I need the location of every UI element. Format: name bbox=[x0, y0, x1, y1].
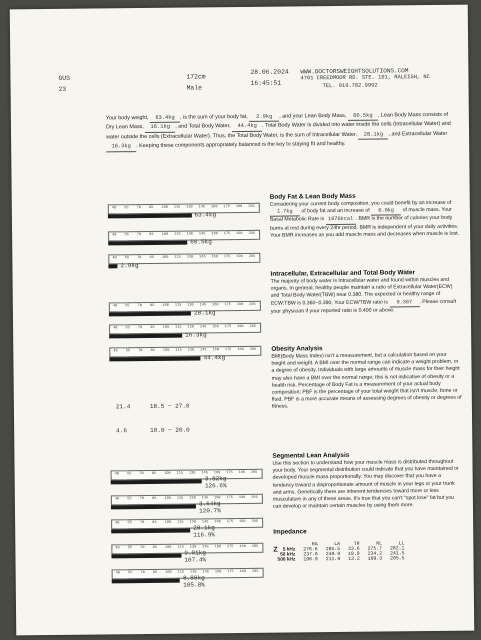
bar-fill bbox=[108, 264, 117, 268]
pbf-value: 4.6 bbox=[116, 427, 128, 435]
scale-tick: 40 bbox=[114, 472, 119, 477]
segmental-section bbox=[272, 451, 463, 511]
scale-tick: 130 bbox=[186, 232, 193, 237]
scale-tick: 130 bbox=[189, 520, 197, 525]
scale-tick: 55 bbox=[124, 206, 129, 211]
impedance-value: 276.6 bbox=[303, 547, 318, 553]
scale-tick: 40 bbox=[111, 206, 117, 211]
scale-tick: 175 bbox=[226, 471, 233, 476]
scale-tick: 100 bbox=[161, 255, 169, 260]
segment-percent: 120.7% bbox=[199, 507, 221, 515]
scale-tick: 130 bbox=[187, 348, 195, 353]
scale-tick: 55 bbox=[124, 256, 130, 261]
section-text: Use this section to understand how your muscle mass is distributed throughout your body. Your segmental distribution could indicate that you have maintained or developed muscle mass proportionally. You may discover that you have a tendency toward a disproportionate amount of muscle in your legs or your trunk and arms. Genetically there are inherent tendencies toward more or less musculature in any of these areas. It's true that you can't "spot lose" fat but you can develop or maintain certain muscles by using them more. bbox=[272, 458, 459, 510]
dlm-value: 16.1kg bbox=[145, 123, 175, 133]
scale-tick: 205 bbox=[250, 470, 258, 475]
scale-tick: 130 bbox=[189, 496, 196, 501]
scale-tick: 70 bbox=[140, 571, 145, 576]
segment-bar bbox=[111, 469, 263, 490]
scale-tick: 145 bbox=[200, 348, 207, 353]
bar-fill bbox=[109, 312, 191, 316]
scale-tick: 55 bbox=[128, 571, 133, 576]
impedance-value: 18.9 bbox=[348, 551, 360, 557]
scale-tick: 160 bbox=[212, 348, 220, 353]
segment-kg: 9.01kg bbox=[184, 549, 206, 557]
segment-percent: 105.8% bbox=[183, 581, 205, 589]
scale-tick: 130 bbox=[189, 545, 197, 550]
impedance-value: 241.5 bbox=[390, 551, 405, 557]
clinic-website: WWW.DOCTORSWEIGHTSOLUTIONS.COM bbox=[300, 67, 409, 76]
impedance-value: 285.5 bbox=[325, 546, 341, 553]
tbw-value: 44.4kg bbox=[232, 122, 262, 132]
scale-tick: 100 bbox=[162, 348, 170, 353]
scale-tick: 175 bbox=[226, 520, 234, 525]
pbf-range: 10.0 ~ 20.0 bbox=[150, 426, 190, 434]
scale-tick: 175 bbox=[224, 348, 232, 353]
scale-tick: 55 bbox=[124, 233, 129, 238]
scale-tick: 115 bbox=[177, 520, 184, 525]
scale-tick: 100 bbox=[161, 232, 169, 237]
composition-bar bbox=[108, 203, 260, 219]
fat-increase: 1.7kg bbox=[270, 209, 300, 218]
scale-tick: 190 bbox=[236, 231, 243, 237]
scale-tick: 100 bbox=[161, 205, 168, 210]
patient-height: 172cm bbox=[186, 73, 206, 81]
bar-fill bbox=[111, 554, 181, 558]
scale-tick: 175 bbox=[223, 255, 231, 260]
scale-tick: 55 bbox=[125, 304, 130, 309]
scale-tick: 190 bbox=[235, 204, 243, 210]
impedance-value: 282.1 bbox=[389, 546, 405, 552]
bar-fill bbox=[111, 504, 196, 508]
bar-fill bbox=[112, 579, 180, 583]
scale-tick: 205 bbox=[249, 324, 256, 329]
segment-bar bbox=[112, 568, 264, 589]
scale-tick: 85 bbox=[150, 303, 155, 308]
bar-value: 63.4kg bbox=[194, 211, 217, 219]
impedance-value: 23.6 bbox=[348, 546, 360, 552]
scale-tick: 190 bbox=[239, 569, 247, 575]
scale-tick: 190 bbox=[238, 470, 246, 476]
scale-tick: 100 bbox=[164, 520, 172, 525]
body-fat-section: Body Fat & Lean Body Mass Considering your current body composition, you could benefit by an increase of 1.7kg of body fat and an increase of 0.0kg of muscle mass. Your Basal Metabolic Rate is 1676kcal . BMR is the number of calories your body burns at rest during every 24hr period. BMR is independent of your daily activities. Your BMR increases as you add muscle mass and decreases when muscle is lost. bbox=[269, 192, 460, 239]
scale-tick: 70 bbox=[138, 349, 143, 354]
section-title: Obesity Analysis bbox=[271, 345, 323, 353]
bmr-value: 1676kcal bbox=[326, 216, 356, 225]
scale-tick: 175 bbox=[223, 205, 230, 210]
bar-value: 16.3kg bbox=[185, 331, 207, 339]
impedance-value: 196.9 bbox=[303, 557, 318, 563]
scale-tick: 145 bbox=[202, 570, 209, 575]
scale-tick: 190 bbox=[239, 519, 246, 525]
section-title: Body Fat & Lean Body Mass bbox=[269, 192, 356, 201]
ecw-value: 16.3kg bbox=[106, 142, 136, 152]
scale-tick: 40 bbox=[115, 571, 120, 576]
scale-tick: 145 bbox=[199, 255, 206, 260]
scale-tick: 100 bbox=[164, 545, 172, 550]
impedance-col-header: RA bbox=[311, 542, 318, 548]
scale-tick: 40 bbox=[115, 521, 120, 526]
scale-tick: 205 bbox=[252, 569, 259, 574]
scale-tick: 130 bbox=[186, 205, 193, 210]
impedance-value: 211.9 bbox=[325, 556, 341, 563]
scale-tick: 160 bbox=[214, 520, 221, 525]
scale-tick: 70 bbox=[136, 233, 142, 238]
scale-tick: 205 bbox=[248, 231, 255, 236]
scale-tick: 70 bbox=[139, 472, 144, 477]
impedance-value: 234.2 bbox=[367, 551, 383, 557]
scale-tick: 40 bbox=[113, 349, 118, 354]
scale-tick: 70 bbox=[136, 206, 141, 211]
impedance-value: 249.9 bbox=[325, 551, 341, 558]
scale-tick: 40 bbox=[112, 256, 117, 261]
scale-tick: 130 bbox=[187, 325, 194, 330]
scale-tick: 55 bbox=[127, 497, 132, 502]
scale-tick: 190 bbox=[237, 347, 244, 353]
scale-tick: 115 bbox=[176, 496, 184, 501]
scale-tick: 205 bbox=[249, 302, 256, 307]
scale-tick: 85 bbox=[152, 520, 157, 525]
scale-tick: 85 bbox=[152, 545, 157, 550]
scale-tick: 205 bbox=[251, 519, 259, 524]
section-title: Segmental Lean Analysis bbox=[272, 451, 350, 460]
scale-tick: 70 bbox=[137, 326, 143, 331]
scale-tick: 205 bbox=[248, 254, 256, 259]
scale-tick: 130 bbox=[190, 570, 197, 575]
scale-tick: 175 bbox=[226, 496, 233, 501]
scale-tick: 55 bbox=[126, 472, 132, 477]
scale-tick: 115 bbox=[174, 255, 181, 260]
scale-tick: 205 bbox=[251, 544, 259, 549]
ecw-tbw-ratio: 0.367 bbox=[389, 299, 419, 308]
scale-tick: 40 bbox=[112, 233, 117, 238]
impedance-value: 275.7 bbox=[367, 546, 383, 552]
scale-tick: 115 bbox=[176, 471, 184, 476]
scale-tick: 85 bbox=[150, 325, 155, 330]
segment-percent: 107.4% bbox=[184, 556, 207, 564]
scale-tick: 85 bbox=[149, 255, 154, 260]
scale-tick: 85 bbox=[152, 496, 157, 501]
scale-tick: 160 bbox=[211, 232, 218, 237]
impedance-frequency: 5 kHz bbox=[282, 547, 296, 553]
scale-tick: 160 bbox=[214, 545, 222, 550]
scale-tick: 190 bbox=[236, 302, 244, 308]
scale-tick: 100 bbox=[164, 471, 171, 476]
scale-tick: 160 bbox=[212, 303, 219, 308]
segment-percent: 116.9% bbox=[193, 531, 215, 539]
scale-tick: 70 bbox=[137, 304, 142, 309]
scale-tick: 145 bbox=[202, 545, 209, 550]
scale-tick: 115 bbox=[173, 205, 181, 210]
scale-tick: 175 bbox=[223, 232, 231, 237]
scale-tick: 115 bbox=[174, 232, 181, 237]
scale-tick: 85 bbox=[150, 348, 155, 353]
scale-tick: 70 bbox=[139, 497, 145, 502]
bar-fill bbox=[108, 214, 192, 218]
clinic-address: 4701 CREEDMOOR RD. STE. 101, RALEIGH, NC bbox=[300, 74, 430, 82]
impedance-value: 205.5 bbox=[390, 556, 405, 562]
scale-tick: 190 bbox=[237, 324, 244, 330]
scale-tick: 175 bbox=[226, 545, 234, 550]
scale-tick: 115 bbox=[177, 545, 184, 550]
scale-tick: 85 bbox=[151, 471, 157, 476]
impedance-frequency: 500 kHz bbox=[277, 557, 296, 563]
impedance-table bbox=[273, 541, 408, 562]
scale-tick: 40 bbox=[115, 546, 120, 551]
bar-fill bbox=[111, 479, 202, 483]
scale-tick: 160 bbox=[212, 325, 219, 330]
scale-tick: 205 bbox=[248, 204, 255, 209]
segment-bar bbox=[111, 543, 263, 564]
scale-tick: 70 bbox=[139, 521, 145, 526]
scale-tick: 145 bbox=[201, 520, 209, 525]
test-date: 28.06.2024 bbox=[250, 68, 289, 76]
body-water-section: Intracellular, Extracellular and Total Body Water The majority of body water is Intracellular water and found within muscles and organs. In general, healthy people maintain a ratio of Extracellular Water(ECW) and Total Body Water(TBW) near 0.380. The expected or healthy range of ECW:TBW is 0.360~0.390. Your ECW/TBW ratio is 0.367 . Please consult your physician if your reported ratio is 0.400 or above. bbox=[270, 269, 460, 316]
scale-tick: 190 bbox=[239, 544, 246, 550]
scale-tick: 160 bbox=[211, 255, 219, 260]
patient-gender: Male bbox=[186, 84, 202, 92]
scale-tick: 115 bbox=[177, 570, 185, 575]
bar-fill bbox=[109, 356, 200, 360]
scale-tick: 205 bbox=[251, 495, 258, 500]
scale-tick: 55 bbox=[125, 326, 130, 331]
scale-tick: 55 bbox=[127, 521, 132, 526]
segment-kg: 3.64kg bbox=[198, 500, 221, 508]
scale-tick: 205 bbox=[249, 347, 257, 352]
impedance-col-header: RL bbox=[376, 541, 382, 547]
scale-tick: 175 bbox=[224, 303, 231, 308]
bmi-value: 21.4 bbox=[115, 403, 131, 411]
bar-value: 60.5kg bbox=[190, 238, 212, 246]
segment-bar bbox=[111, 518, 263, 539]
impedance-z-label: Z bbox=[273, 546, 278, 554]
segment-kg: 8.88kg bbox=[183, 574, 205, 582]
scale-tick: 130 bbox=[186, 255, 194, 260]
scale-tick: 115 bbox=[175, 348, 182, 353]
section-text: BMI(Body Mass Index) isn't a measurement, but a calculation based on your height and weight. A BMI over the normal range can indicate a weight problem, or a degree of obesity. Individuals with large amounts of muscle mass for their height may also have a BMI over the normal range; this is not indicative of obesity or a health risk. Percentage of Body Fat is a measurement of your actual body composition; PBF is the percentage of your total weight that isn't muscle, bone or fluid. PBF is a more accurate means of assessing degrees of obesity or degrees of fitness. bbox=[271, 351, 462, 411]
scale-tick: 100 bbox=[162, 325, 170, 330]
icw-value: 28.1kg bbox=[358, 130, 388, 140]
segment-bar bbox=[111, 494, 263, 515]
composition-bar bbox=[109, 323, 261, 339]
segment-kg: 28.1kg bbox=[193, 524, 215, 532]
bar-value: 2.9kg bbox=[120, 262, 139, 270]
scale-tick: 160 bbox=[214, 496, 221, 501]
scale-tick: 55 bbox=[127, 546, 133, 551]
section-title: Impedance bbox=[273, 528, 307, 536]
body-fat-value: 2.9kg bbox=[249, 113, 279, 123]
clinic-phone: TEL. 919.782.9992 bbox=[322, 82, 378, 90]
scale-tick: 70 bbox=[140, 546, 145, 551]
scale-tick: 70 bbox=[137, 256, 142, 261]
composition-bar bbox=[108, 253, 260, 270]
composition-bar bbox=[109, 301, 261, 317]
scale-tick: 145 bbox=[199, 325, 207, 330]
scale-tick: 190 bbox=[238, 495, 246, 501]
scale-tick: 160 bbox=[214, 570, 222, 575]
scale-tick: 145 bbox=[198, 232, 206, 237]
scale-tick: 85 bbox=[149, 232, 154, 237]
scale-tick: 40 bbox=[113, 326, 118, 331]
segment-percent: 126.6% bbox=[204, 482, 227, 490]
scale-tick: 55 bbox=[125, 349, 131, 354]
bmi-range: 18.5 ~ 27.0 bbox=[149, 402, 190, 410]
scale-tick: 190 bbox=[236, 254, 243, 260]
impedance-col-header: TR bbox=[353, 541, 360, 547]
impedance-col-header: LL bbox=[398, 541, 405, 547]
impedance-row bbox=[273, 556, 408, 562]
bar-fill bbox=[111, 529, 190, 533]
body-composition-summary: Your body weight, 63.4kg , is the sum of your body fat, 2.9kg , and your Lean Body Mass, 60.5kg . Lean Body Mass consists of Dry Lean Mass, 16.1kg , and Total Body Water, 44.4kg . Total Body Water is divided into water inside the cells (Intracellular Water) and water outside the cells (Extracellular Water). Thus, the Total Body Water, is the sum of Intracellular Water, 28.1kg , and Extracellular Water 16.3kg . Keeping these components appropriately balanced is the key to staying fit and healthy. bbox=[106, 111, 451, 152]
impedance-value: 199.3 bbox=[367, 556, 383, 562]
composition-bar bbox=[109, 346, 261, 362]
scale-tick: 85 bbox=[148, 205, 154, 210]
report-page bbox=[10, 5, 475, 636]
patient-age: 23 bbox=[58, 85, 67, 93]
impedance-value: 237.6 bbox=[303, 552, 318, 558]
scale-tick: 145 bbox=[199, 303, 207, 308]
scale-tick: 100 bbox=[162, 303, 169, 308]
scale-tick: 40 bbox=[114, 497, 120, 502]
bar-fill bbox=[109, 334, 182, 338]
segment-kg: 3.82kg bbox=[204, 475, 227, 483]
scale-tick: 160 bbox=[210, 205, 218, 210]
scale-tick: 115 bbox=[175, 325, 182, 330]
impedance-value: 13.2 bbox=[348, 556, 360, 562]
section-title: Intracellular, Extracellular and Total Body Water bbox=[270, 269, 416, 278]
scale-tick: 175 bbox=[227, 570, 234, 575]
scale-tick: 145 bbox=[201, 471, 208, 476]
weight-value: 63.4kg bbox=[150, 114, 180, 124]
patient-name: GUS bbox=[58, 74, 71, 82]
composition-bar bbox=[108, 230, 260, 246]
scale-tick: 100 bbox=[165, 570, 172, 575]
bar-value: 44.4kg bbox=[203, 354, 226, 362]
obesity-section bbox=[271, 344, 462, 412]
scale-tick: 130 bbox=[187, 303, 194, 308]
impedance-col-header: LA bbox=[334, 541, 341, 548]
scale-tick: 145 bbox=[201, 496, 209, 501]
scale-tick: 175 bbox=[224, 325, 232, 330]
scale-tick: 100 bbox=[164, 496, 171, 501]
bar-value: 28.1kg bbox=[193, 309, 216, 317]
scale-tick: 130 bbox=[188, 471, 196, 476]
bar-fill bbox=[108, 241, 187, 245]
impedance-section bbox=[273, 527, 463, 536]
scale-tick: 115 bbox=[174, 303, 182, 308]
scale-tick: 40 bbox=[112, 304, 118, 309]
scale-tick: 85 bbox=[152, 570, 158, 575]
impedance-frequency: 50 kHz bbox=[280, 552, 296, 558]
muscle-increase: 0.0kg bbox=[371, 208, 401, 217]
lbm-value: 60.5kg bbox=[348, 112, 378, 122]
scale-tick: 145 bbox=[198, 205, 206, 210]
test-time: 16:45:51 bbox=[250, 79, 282, 87]
scale-tick: 160 bbox=[213, 471, 221, 476]
